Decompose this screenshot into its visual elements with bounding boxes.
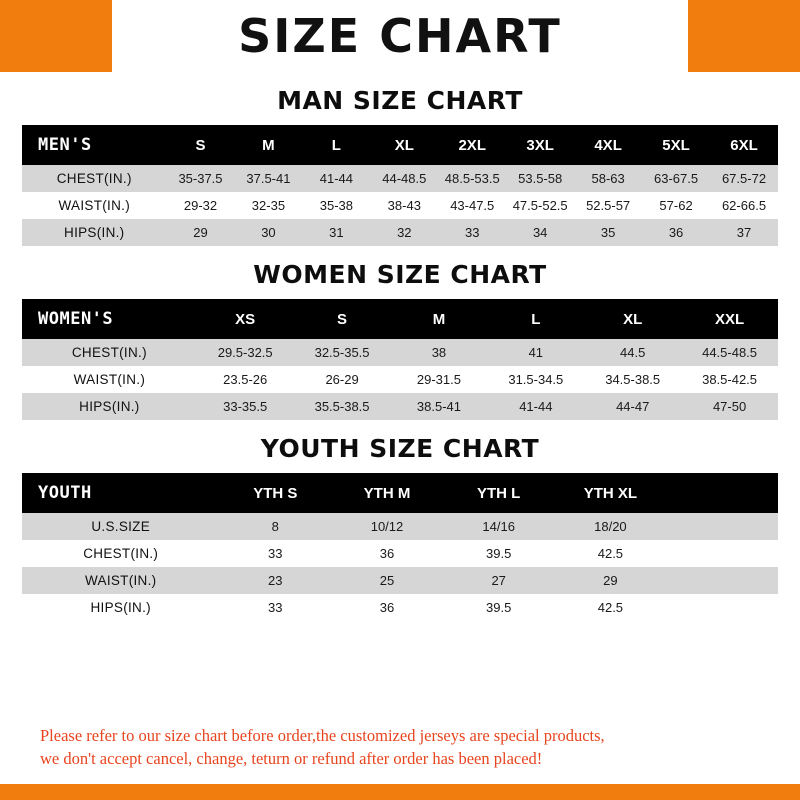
youth-r1-c0: CHEST(IN.) [22,540,219,567]
man-r1-c5: 43-47.5 [438,192,506,219]
women-header-cell-6: XXL [681,299,778,339]
man-r2-c9: 37 [710,219,778,246]
youth-header-cell-0: YOUTH [22,473,219,513]
man-r1-c0: WAIST(IN.) [22,192,167,219]
women-r1-c0: WAIST(IN.) [22,366,197,393]
youth-header-cell-5 [666,473,778,513]
women-r2-c5: 44-47 [584,393,681,420]
women-section-title: WOMEN SIZE CHART [253,260,547,289]
man-header-cell-7: 4XL [574,125,642,165]
women-r1-c6: 38.5-42.5 [681,366,778,393]
women-r0-c3: 38 [391,339,488,366]
man-r0-c6: 53.5-58 [506,165,574,192]
man-r0-c5: 48.5-53.5 [438,165,506,192]
women-r0-c0: CHEST(IN.) [22,339,197,366]
footer-note-line-1: Please refer to our size chart before order,the customized jerseys are special products, [40,726,605,746]
man-header-cell-3: L [302,125,370,165]
youth-r3-c0: HIPS(IN.) [22,594,219,621]
table-row [22,513,778,540]
women-r1-c3: 29-31.5 [391,366,488,393]
youth-r2-c5 [666,567,778,594]
table-row [22,192,778,219]
man-r2-c1: 29 [167,219,235,246]
man-header-cell-0: MEN'S [22,125,167,165]
youth-r2-c0: WAIST(IN.) [22,567,219,594]
man-r1-c6: 47.5-52.5 [506,192,574,219]
youth-r0-c0: U.S.SIZE [22,513,219,540]
table-row [22,219,778,246]
women-r2-c4: 41-44 [487,393,584,420]
women-r2-c3: 38.5-41 [391,393,488,420]
footer-note-line-2: we don't accept cancel, change, teturn or refund after order has been placed! [40,748,543,768]
women-size-table [22,299,778,420]
man-r1-c9: 62-66.5 [710,192,778,219]
man-r0-c3: 41-44 [302,165,370,192]
women-r1-c1: 23.5-26 [197,366,294,393]
youth-r2-c1: 23 [219,567,331,594]
man-r1-c8: 57-62 [642,192,710,219]
women-header-cell-5: XL [584,299,681,339]
man-r2-c8: 36 [642,219,710,246]
youth-r0-c5 [666,513,778,540]
youth-r0-c4: 18/20 [555,513,667,540]
man-r0-c9: 67.5-72 [710,165,778,192]
women-table-head [22,299,778,339]
man-header-cell-6: 3XL [506,125,574,165]
table-header-row [22,473,778,513]
youth-r3-c4: 42.5 [555,594,667,621]
women-table-body [22,339,778,420]
man-table-body [22,165,778,246]
youth-r3-c1: 33 [219,594,331,621]
youth-size-table [22,473,778,621]
man-r1-c4: 38-43 [370,192,438,219]
man-header-cell-1: S [167,125,235,165]
man-r0-c2: 37.5-41 [234,165,302,192]
man-r2-c0: HIPS(IN.) [22,219,167,246]
man-header-cell-9: 6XL [710,125,778,165]
women-header-cell-2: S [294,299,391,339]
women-header-cell-1: XS [197,299,294,339]
table-row [22,339,778,366]
youth-header-cell-3: YTH L [443,473,555,513]
youth-header-cell-2: YTH M [331,473,443,513]
table-row [22,540,778,567]
youth-r1-c3: 39.5 [443,540,555,567]
man-header-cell-5: 2XL [438,125,506,165]
man-r2-c7: 35 [574,219,642,246]
youth-r3-c2: 36 [331,594,443,621]
youth-r0-c2: 10/12 [331,513,443,540]
youth-header-cell-1: YTH S [219,473,331,513]
man-r2-c6: 34 [506,219,574,246]
man-r1-c3: 35-38 [302,192,370,219]
youth-section-title: YOUTH SIZE CHART [260,434,540,463]
women-header-cell-4: L [487,299,584,339]
man-r2-c2: 30 [234,219,302,246]
man-r2-c4: 32 [370,219,438,246]
youth-r1-c2: 36 [331,540,443,567]
youth-table-body [22,513,778,621]
youth-r1-c5 [666,540,778,567]
youth-table-head [22,473,778,513]
women-r2-c0: HIPS(IN.) [22,393,197,420]
table-header-row [22,299,778,339]
women-r0-c4: 41 [487,339,584,366]
youth-r2-c2: 25 [331,567,443,594]
women-r2-c2: 35.5-38.5 [294,393,391,420]
man-r0-c7: 58-63 [574,165,642,192]
table-header-row [22,125,778,165]
youth-r1-c4: 42.5 [555,540,667,567]
header-banner [0,0,800,72]
youth-r2-c4: 29 [555,567,667,594]
women-r1-c4: 31.5-34.5 [487,366,584,393]
table-row [22,393,778,420]
table-row [22,567,778,594]
youth-header-cell-4: YTH XL [555,473,667,513]
women-r0-c5: 44.5 [584,339,681,366]
man-r0-c1: 35-37.5 [167,165,235,192]
man-r2-c5: 33 [438,219,506,246]
women-r1-c2: 26-29 [294,366,391,393]
table-row [22,594,778,621]
table-row [22,165,778,192]
man-section-title: MAN SIZE CHART [277,86,523,115]
man-size-table [22,125,778,246]
man-r2-c3: 31 [302,219,370,246]
header-banner-inner [112,0,688,72]
women-r2-c1: 33-35.5 [197,393,294,420]
youth-r0-c3: 14/16 [443,513,555,540]
women-r0-c1: 29.5-32.5 [197,339,294,366]
man-r1-c1: 29-32 [167,192,235,219]
footer-note [22,715,778,784]
man-r0-c8: 63-67.5 [642,165,710,192]
man-header-cell-2: M [234,125,302,165]
bottom-accent-bar [0,784,800,800]
youth-r0-c1: 8 [219,513,331,540]
man-r1-c7: 52.5-57 [574,192,642,219]
man-r1-c2: 32-35 [234,192,302,219]
youth-r2-c3: 27 [443,567,555,594]
man-r0-c0: CHEST(IN.) [22,165,167,192]
man-header-cell-4: XL [370,125,438,165]
women-r0-c2: 32.5-35.5 [294,339,391,366]
women-header-cell-0: WOMEN'S [22,299,197,339]
youth-r3-c3: 39.5 [443,594,555,621]
man-table-head [22,125,778,165]
man-header-cell-8: 5XL [642,125,710,165]
table-row [22,366,778,393]
women-r0-c6: 44.5-48.5 [681,339,778,366]
youth-r3-c5 [666,594,778,621]
women-r2-c6: 47-50 [681,393,778,420]
content-area [0,72,800,784]
women-r1-c5: 34.5-38.5 [584,366,681,393]
man-r0-c4: 44-48.5 [370,165,438,192]
youth-r1-c1: 33 [219,540,331,567]
page-title: SIZE CHART [238,9,562,63]
women-header-cell-3: M [391,299,488,339]
